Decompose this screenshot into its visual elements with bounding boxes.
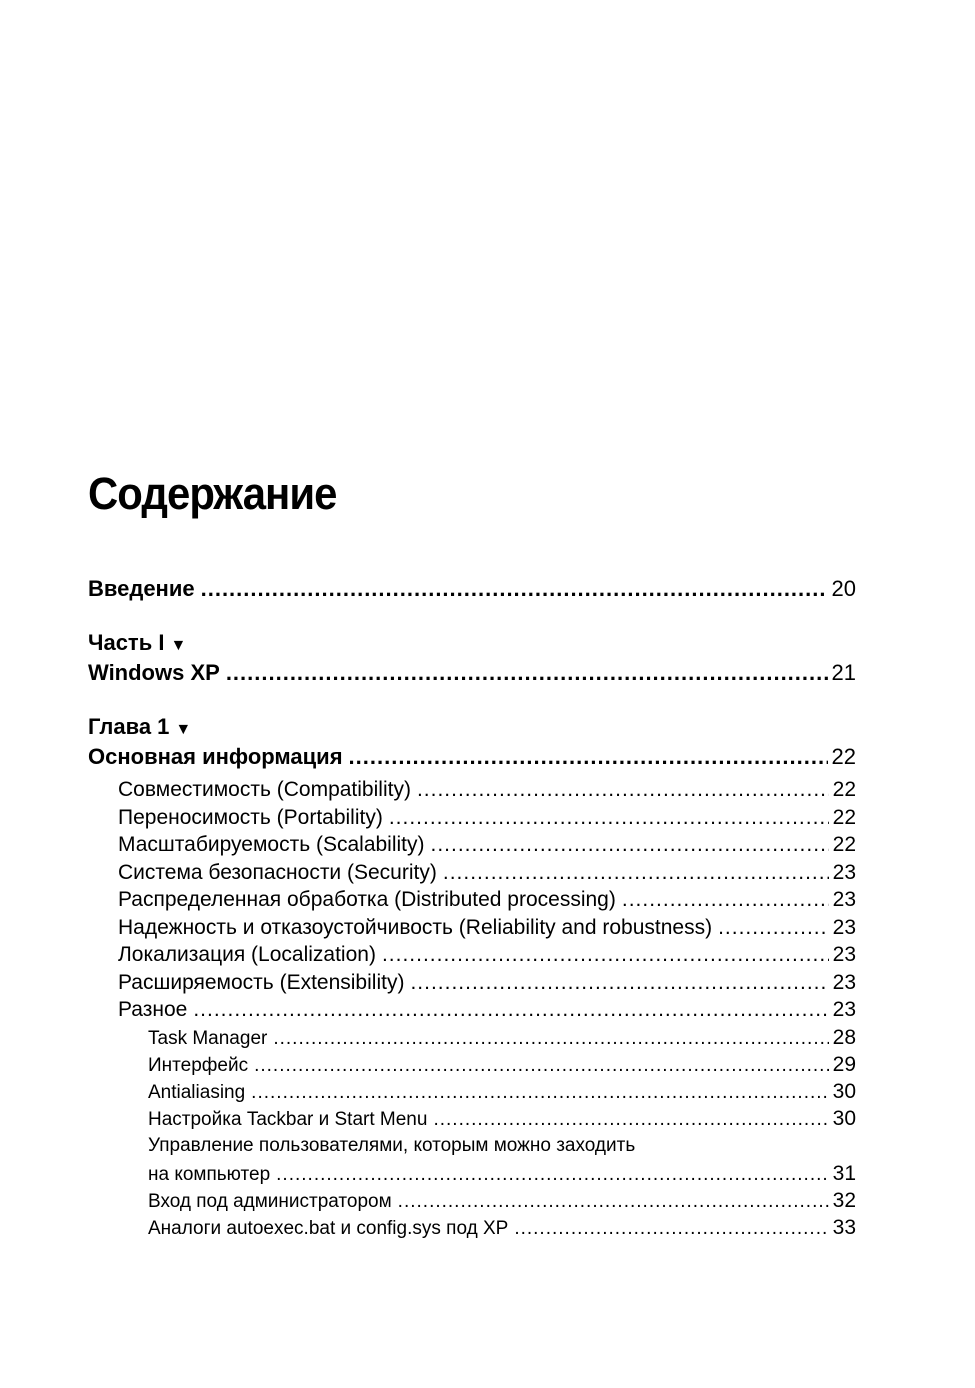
toc-section[interactable] xyxy=(88,806,856,834)
toc-page-number: 23 xyxy=(832,970,856,994)
dot-leader xyxy=(433,1109,828,1131)
toc-page-number: 20 xyxy=(831,576,856,601)
toc-section[interactable] xyxy=(88,861,856,889)
toc-subsection[interactable] xyxy=(88,1107,856,1134)
toc-section[interactable] xyxy=(88,943,856,971)
dot-leader xyxy=(201,576,828,602)
toc-subsection[interactable] xyxy=(88,1053,856,1080)
dot-leader xyxy=(251,1082,828,1104)
toc-page-number: 33 xyxy=(832,1216,856,1240)
toc-subsection[interactable] xyxy=(88,1216,856,1243)
dot-leader xyxy=(410,971,828,995)
toc-entry-label: Интерфейс xyxy=(148,1054,249,1076)
part-heading xyxy=(88,630,856,660)
toc-section[interactable] xyxy=(88,888,856,916)
toc-entry-label: Разное xyxy=(118,998,188,1021)
toc-page-number: 30 xyxy=(832,1107,856,1131)
toc-page-number: 22 xyxy=(831,744,856,769)
dot-leader xyxy=(389,806,829,830)
toc-page-number: 30 xyxy=(832,1080,856,1104)
toc-subsection[interactable] xyxy=(88,1026,856,1053)
dot-leader xyxy=(349,744,828,770)
dot-leader xyxy=(718,916,829,940)
toc-page-number: 21 xyxy=(831,660,856,685)
dot-leader xyxy=(417,778,829,802)
toc-entry-intro[interactable] xyxy=(88,576,856,606)
toc-subsection[interactable] xyxy=(88,1189,856,1216)
page-title: Содержание xyxy=(88,468,337,519)
chapter-heading xyxy=(88,714,856,744)
dot-leader xyxy=(273,1028,828,1050)
toc-page-number: 22 xyxy=(832,805,856,829)
part-heading-label: Часть I xyxy=(88,630,165,655)
toc-entry-label: Введение xyxy=(88,576,195,601)
spacer xyxy=(88,690,856,714)
toc-page-number: 23 xyxy=(832,888,856,911)
toc-entry-label: на компьютер xyxy=(148,1163,271,1185)
dot-leader xyxy=(193,998,828,1022)
dot-leader xyxy=(382,943,829,967)
toc-section[interactable] xyxy=(88,778,856,806)
toc-entry-label: Масштабируемость (Scalability) xyxy=(118,833,425,856)
toc-section[interactable] xyxy=(88,916,856,944)
toc-entry-label: Расширяемость (Extensibility) xyxy=(118,970,405,994)
toc-page-number: 22 xyxy=(832,833,856,856)
toc-entry-label: Task Manager xyxy=(148,1027,268,1049)
toc-section[interactable] xyxy=(88,998,856,1026)
toc-entry-label: Аналоги autoexec.bat и config.sys под XP xyxy=(148,1218,509,1240)
toc-entry-label: Настройка Tackbar и Start Menu xyxy=(148,1109,428,1131)
dot-leader xyxy=(514,1218,828,1240)
toc-section[interactable] xyxy=(88,833,856,861)
dot-leader xyxy=(226,660,828,686)
toc-page-number: 31 xyxy=(832,1161,856,1185)
toc-page-number: 23 xyxy=(832,943,856,966)
toc-page-number: 23 xyxy=(832,860,856,884)
dot-leader xyxy=(622,888,829,912)
toc-subsection[interactable] xyxy=(88,1162,856,1189)
toc-page-number: 23 xyxy=(832,915,856,939)
toc-entry-label: Переносимость (Portability) xyxy=(118,805,383,829)
chapter-heading-label: Глава 1 xyxy=(88,714,170,739)
toc-subsection[interactable] xyxy=(88,1080,856,1107)
dot-leader xyxy=(443,861,829,885)
toc-entry-label: Antialiasing xyxy=(148,1082,246,1104)
toc-page-number: 28 xyxy=(832,1025,856,1049)
toc-page-number: 32 xyxy=(832,1188,856,1212)
toc-entry-chapter1[interactable] xyxy=(88,744,856,774)
toc-page-number: 22 xyxy=(832,778,856,801)
dot-leader xyxy=(254,1055,829,1077)
toc-section[interactable] xyxy=(88,971,856,999)
dot-leader xyxy=(276,1164,829,1186)
toc-entry-label: Система безопасности (Security) xyxy=(118,860,437,884)
toc-page-number: 23 xyxy=(832,998,856,1021)
toc-entry-label: Локализация (Localization) xyxy=(118,943,376,966)
toc-entry-label: Windows XP xyxy=(88,660,220,685)
dot-leader xyxy=(431,833,829,857)
toc-entry-label: Вход под администратором xyxy=(148,1190,392,1212)
toc-entry-label: Совместимость (Compatibility) xyxy=(118,778,411,801)
toc-entry-label: Распределенная обработка (Distributed processing) xyxy=(118,888,616,911)
toc-entry-label: Основная информация xyxy=(88,744,343,769)
spacer xyxy=(88,606,856,630)
toc-page-number: 29 xyxy=(832,1052,856,1076)
toc-entry-label: Надежность и отказоустойчивость (Reliability and robustness) xyxy=(118,915,713,939)
toc-entry-part1[interactable] xyxy=(88,660,856,690)
triangle-down-icon: ▼ xyxy=(175,721,192,738)
dot-leader xyxy=(398,1191,829,1213)
triangle-down-icon: ▼ xyxy=(170,637,187,654)
toc-subsection-line1[interactable]: Управление пользователями, которым можно заходить xyxy=(148,1134,636,1156)
table-of-contents xyxy=(88,576,856,1244)
